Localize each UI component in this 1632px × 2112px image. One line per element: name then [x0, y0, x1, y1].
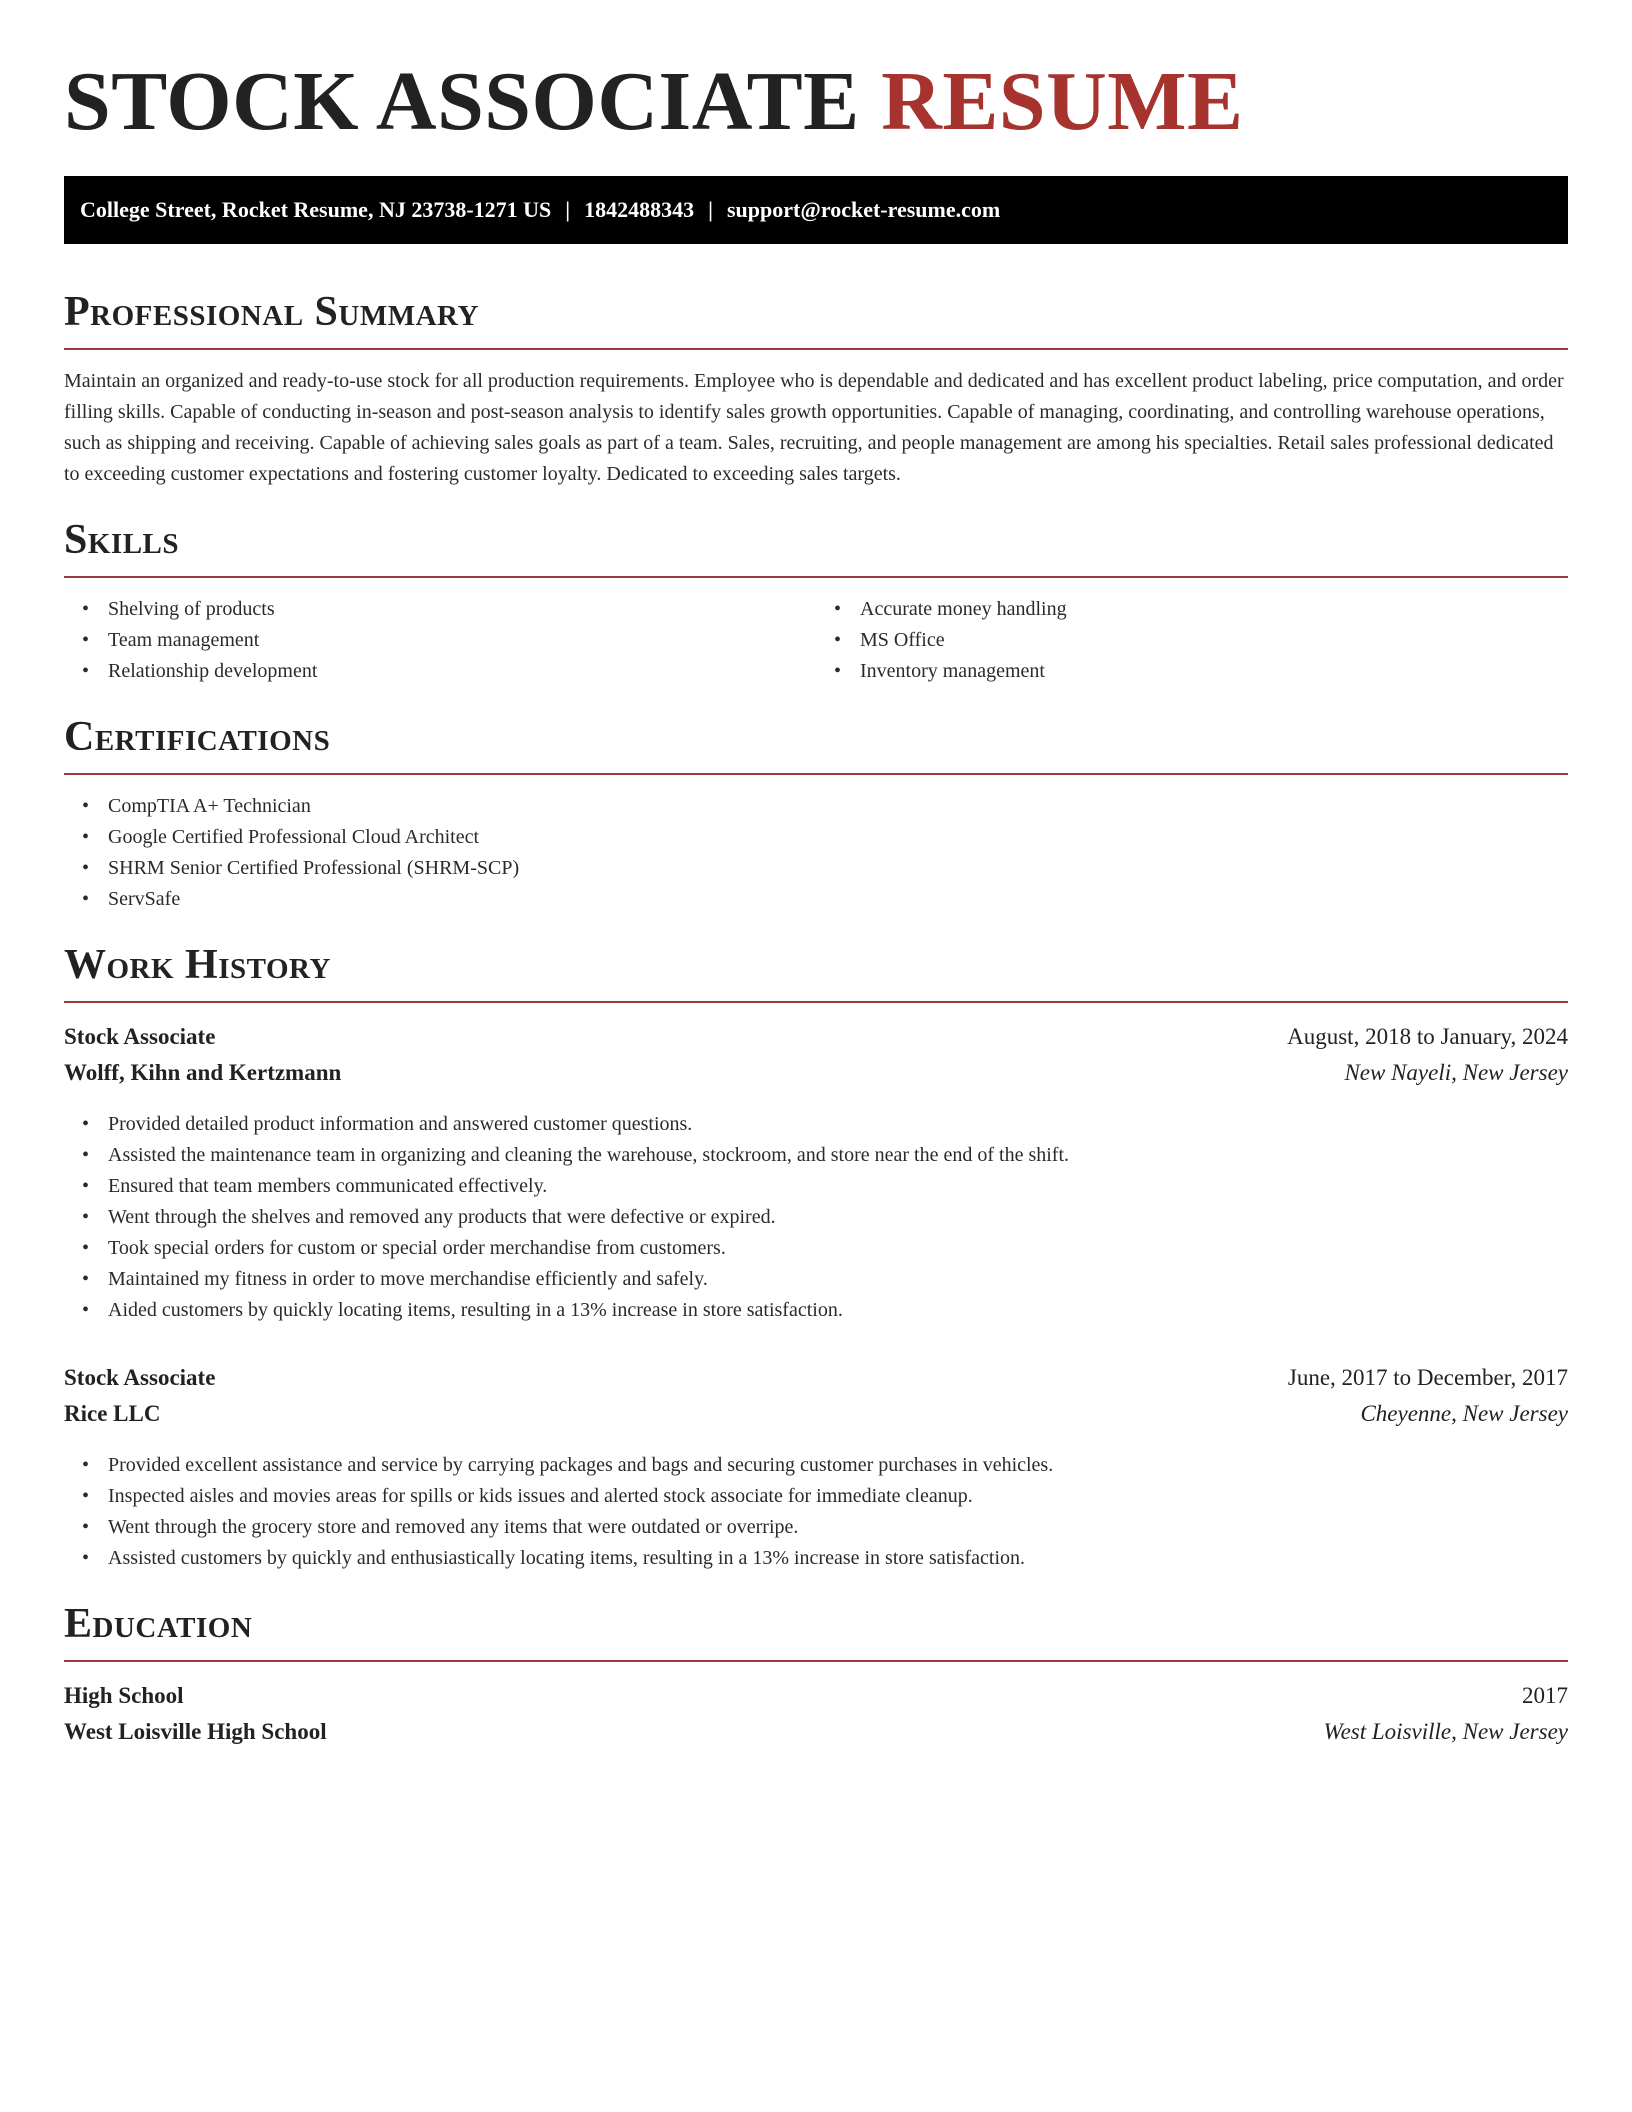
contact-separator: | — [708, 197, 713, 222]
job-bullet: • Went through the shelves and removed any products that were defective or expired. — [108, 1202, 1568, 1233]
education-year: 2017 — [1522, 1683, 1568, 1708]
resume-page — [64, 0, 1568, 1750]
certification-item: • Google Certified Professional Cloud Architect — [108, 822, 1568, 853]
education-heading: Education — [64, 1601, 253, 1647]
skill-item: • Shelving of products — [108, 594, 816, 625]
contact-separator: | — [565, 197, 571, 222]
contact-phone: 1842488343 — [584, 197, 695, 222]
education-entry — [64, 1678, 1568, 1750]
skill-item: • Inventory management — [860, 656, 1568, 687]
job-bullet: • Maintained my fitness in order to move merchandise efficiently and safely. — [108, 1264, 1568, 1295]
job-entry — [64, 1360, 1568, 1574]
certification-item: • CompTIA A+ Technician — [108, 791, 1568, 822]
job-bullet: • Provided detailed product information and answered customer questions. — [108, 1109, 1568, 1140]
job-location: New Nayeli, New Jersey — [1344, 1060, 1568, 1085]
skills-section — [64, 514, 1568, 687]
education-location: West Loisville, New Jersey — [1323, 1719, 1568, 1744]
job-dates: June, 2017 to December, 2017 — [1287, 1365, 1568, 1390]
section-divider — [64, 773, 1568, 775]
job-bullet: • Inspected aisles and movies areas for spills or kids issues and alerted stock associate for immediate cleanup. — [108, 1481, 1568, 1512]
job-entry — [64, 1019, 1568, 1326]
skill-item: • Accurate money handling — [860, 594, 1568, 625]
work-history-section — [64, 939, 1568, 1574]
job-bullet: • Took special orders for custom or special order merchandise from customers. — [108, 1233, 1568, 1264]
section-divider — [64, 348, 1568, 350]
job-bullet: • Assisted customers by quickly and enthusiastically locating items, resulting in a 13% increase in store satisfaction. — [108, 1543, 1568, 1574]
certifications-section — [64, 711, 1568, 915]
contact-bar — [64, 176, 1568, 244]
section-divider — [64, 1001, 1568, 1003]
job-bullet: • Aided customers by quickly locating items, resulting in a 13% increase in store satisfaction. — [108, 1295, 1568, 1326]
job-bullets — [64, 1109, 1568, 1326]
education-degree: High School — [64, 1683, 184, 1708]
certifications-list — [64, 791, 1568, 915]
skills-list-right — [816, 594, 1568, 687]
job-title: Stock Associate — [64, 1024, 216, 1049]
section-divider — [64, 1660, 1568, 1662]
job-header-row — [64, 1019, 1568, 1055]
education-header-row — [64, 1678, 1568, 1714]
skills-heading: Skills — [64, 517, 180, 563]
contact-address: College Street, Rocket Resume, NJ 23738-1271 US — [80, 197, 552, 222]
skill-item: • Team management — [108, 625, 816, 656]
summary-heading: Professional Summary — [64, 289, 479, 335]
skills-grid — [64, 578, 1568, 687]
certification-item: • SHRM Senior Certified Professional (SHRM-SCP) — [108, 853, 1568, 884]
education-school-row — [64, 1714, 1568, 1750]
summary-section — [64, 286, 1568, 490]
education-section — [64, 1598, 1568, 1750]
job-company: Wolff, Kihn and Kertzmann — [64, 1060, 342, 1085]
contact-email[interactable]: support@rocket-resume.com — [727, 197, 1001, 222]
certification-item: • ServSafe — [108, 884, 1568, 915]
work-history-heading: Work History — [64, 942, 331, 988]
skill-item: • Relationship development — [108, 656, 816, 687]
job-bullet: • Provided excellent assistance and service by carrying packages and bags and securing customer purchases in vehicles. — [108, 1450, 1568, 1481]
skill-item: • MS Office — [860, 625, 1568, 656]
job-bullet: • Assisted the maintenance team in organizing and cleaning the warehouse, stockroom, and store near the end of the shift. — [108, 1140, 1568, 1171]
job-title: Stock Associate — [64, 1365, 216, 1390]
job-company-row — [64, 1396, 1568, 1432]
education-school: West Loisville High School — [64, 1719, 327, 1744]
title-accent: RESUME — [881, 55, 1244, 148]
job-header-row — [64, 1360, 1568, 1396]
resume-title — [64, 0, 1568, 148]
title-main: STOCK ASSOCIATE — [64, 55, 860, 148]
job-bullet: • Ensured that team members communicated effectively. — [108, 1171, 1568, 1202]
job-company: Rice LLC — [64, 1401, 161, 1426]
job-company-row — [64, 1055, 1568, 1091]
job-bullets — [64, 1450, 1568, 1574]
job-location: Cheyenne, New Jersey — [1360, 1401, 1568, 1426]
job-bullet: • Went through the grocery store and removed any items that were outdated or overripe. — [108, 1512, 1568, 1543]
summary-text: Maintain an organized and ready-to-use stock for all production requirements. Employee who is dependable and dedicated and has excellent product labeling, price computation, and order filling skills. Capable of conducting in-season and post-season analysis to identify sales growth opportunities. Capable of managing, coordinating, and controlling warehouse operations, such as shipping and receiving. Capable of achieving sales goals as part of a team. Sales, recruiting, and people management are among his specialties. Retail sales professional dedicated to exceeding customer expectations and fostering customer loyalty. Dedicated to exceeding sales targets. — [64, 370, 1564, 485]
job-dates: August, 2018 to January, 2024 — [1287, 1024, 1568, 1049]
skills-list-left — [64, 594, 816, 687]
certifications-heading: Certifications — [64, 714, 331, 760]
